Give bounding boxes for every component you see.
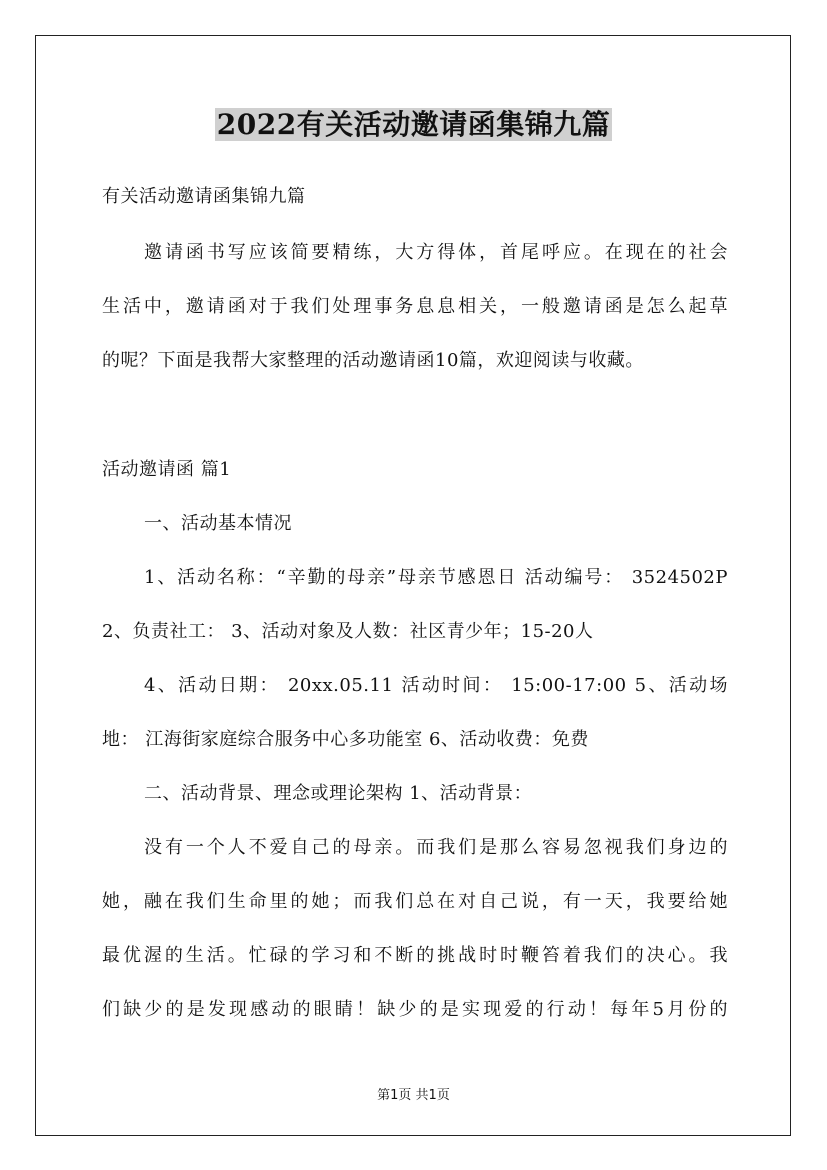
subtitle: 有关活动邀请函集锦九篇 [102, 186, 306, 207]
body-line-7: 没有一个人不爱自己的母亲。而我们是那么容易忽视我们身边的 [144, 837, 728, 858]
body-line-5: 地： 江海街家庭综合服务中心多功能室 6、活动收费：免费 [102, 729, 589, 750]
body-line-9: 最优渥的生活。忙碌的学习和不断的挑战时时鞭笞着我们的决心。我 [102, 945, 728, 966]
body-line-6: 二、活动背景、理念或理论架构 1、活动背景： [144, 783, 533, 804]
intro-line-1: 邀请函书写应该简要精练，大方得体，首尾呼应。在现在的社会 [144, 242, 728, 263]
body-line-8: 她，融在我们生命里的她；而我们总在对自己说，有一天，我要给她 [102, 891, 728, 912]
page-footer: 第1页 共1页 [377, 1088, 450, 1103]
body-line-3: 2、负责社工： 3、活动对象及人数：社区青少年；15-20人 [102, 621, 594, 642]
body-line-4: 4、活动日期： 20xx.05.11 活动时间： 15:00-17:00 5、活动场 [144, 675, 728, 696]
intro-line-2: 生活中，邀请函对于我们处理事务息息相关，一般邀请函是怎么起草 [102, 296, 728, 317]
body-line-1: 一、活动基本情况 [144, 513, 292, 534]
section-heading: 活动邀请函 篇1 [102, 459, 232, 480]
document-title: 2022有关活动邀请函集锦九篇 [216, 108, 611, 141]
body-line-2: 1、活动名称：“辛勤的母亲”母亲节感恩日 活动编号： 3524502P [144, 567, 728, 588]
intro-line-3: 的呢？下面是我帮大家整理的活动邀请函10篇，欢迎阅读与收藏。 [102, 350, 644, 371]
body-line-10: 们缺少的是发现感动的眼睛！缺少的是实现爱的行动！每年5月份的 [102, 999, 728, 1020]
